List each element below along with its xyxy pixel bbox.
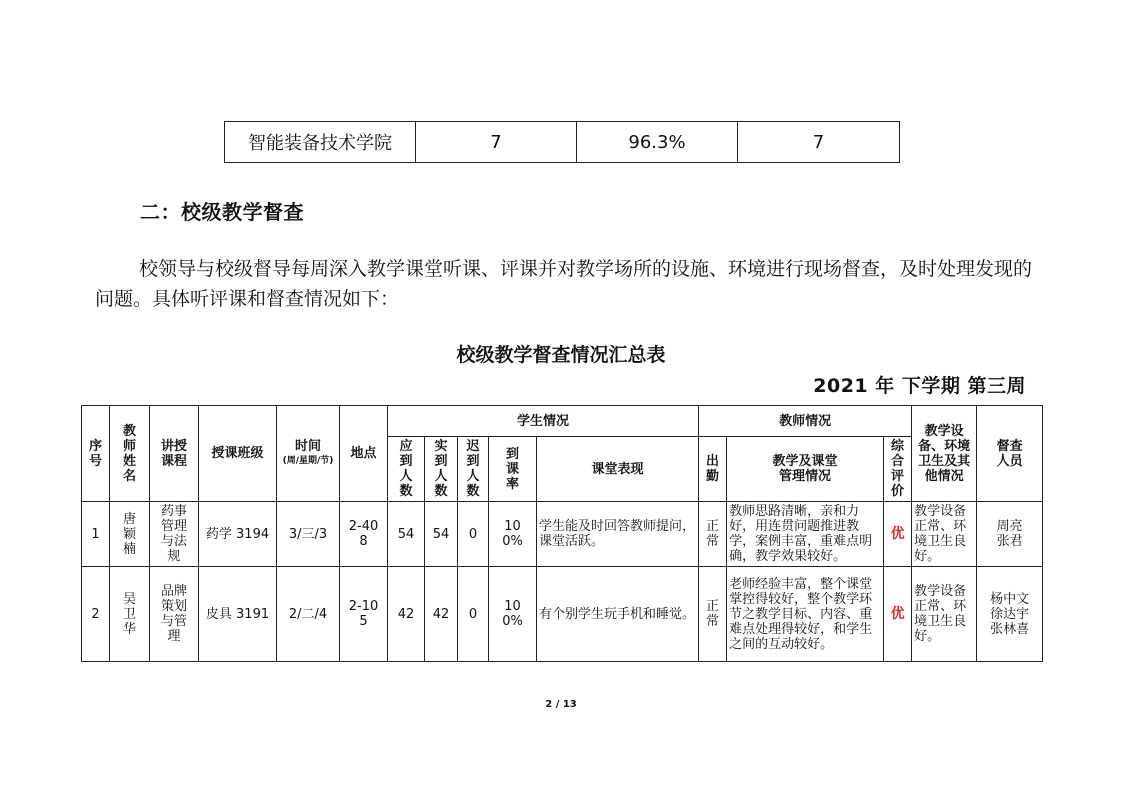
- header-course: 讲授课程: [160, 438, 187, 469]
- row-teacher: 唐颖楠: [122, 511, 136, 557]
- row-equipment: 教学设备正常、环境卫生良好。: [912, 567, 977, 662]
- row-attendance: 正常: [706, 519, 720, 549]
- row-expected: 54: [388, 502, 425, 567]
- row-rate: 100%: [502, 599, 523, 629]
- header-student-group: 学生情况: [388, 406, 699, 437]
- row-time: 2/二/4: [277, 567, 340, 662]
- header-rate: 到课率: [505, 446, 519, 492]
- row-teacher: 吴卫华: [122, 591, 136, 637]
- row-location: 2-105: [348, 599, 379, 629]
- row-management: 老师经验丰富，整个课堂掌控得较好，整个教学环节之教学目标、内容、重难点处理得较好，和学生之间的互动较好。: [727, 567, 884, 662]
- header-row-1: [82, 406, 1043, 437]
- row-expected: 42: [388, 567, 425, 662]
- header-time: 时间: [294, 439, 321, 454]
- row-time: 3/三/3: [277, 502, 340, 567]
- row-performance: 学生能及时回答教师提问，课堂活跃。: [537, 502, 699, 567]
- header-actual: 实到人数: [434, 439, 448, 499]
- table-title: 校级教学督查情况汇总表: [456, 344, 666, 366]
- row-seq: 2: [82, 567, 110, 662]
- header-attendance: 出勤: [706, 454, 720, 484]
- college-value-2: 7: [738, 122, 900, 163]
- table-row: [225, 122, 900, 163]
- header-expected: 应到人数: [399, 439, 413, 499]
- row-late: 0: [458, 567, 489, 662]
- header-late: 迟到人数: [466, 439, 480, 499]
- row-seq: 1: [82, 502, 110, 567]
- header-overall: 综合评价: [891, 439, 905, 499]
- college-summary-table: [224, 121, 900, 163]
- supervision-table: [81, 405, 1043, 662]
- header-management: 教学及课堂管理情况: [772, 454, 838, 484]
- college-rate: 96.3%: [577, 122, 738, 163]
- row-class: 皮具 3191: [199, 567, 277, 662]
- row-management: 教师思路清晰，亲和力好，用连贯问题推进教学，案例丰富，重难点明确，教学效果较好。: [727, 502, 884, 567]
- row-rate: 100%: [502, 519, 523, 549]
- row-supervisors: 周亮 张君: [996, 519, 1023, 549]
- row-late: 0: [458, 502, 489, 567]
- header-class: 授课班级: [199, 406, 277, 502]
- row-performance: 有个别学生玩手机和睡觉。: [537, 567, 699, 662]
- section-title: 二：校级教学督查: [140, 200, 304, 224]
- row-location: 2-408: [348, 519, 379, 549]
- row-class: 药学 3194: [199, 502, 277, 567]
- row-course: 品牌策划与管理: [160, 584, 187, 644]
- header-time-sub: (周/星期/节): [282, 456, 334, 466]
- header-supervisors: 督查人员: [996, 438, 1023, 469]
- header-seq: 序号: [88, 438, 102, 469]
- table-row: [82, 502, 1043, 567]
- table-row: [82, 567, 1043, 662]
- header-location: 地点: [340, 406, 388, 502]
- term-label: 2021 年 下学期 第三周: [813, 375, 1026, 397]
- header-equipment: 教学设备、环境卫生及其他情况: [918, 423, 971, 484]
- row-course: 药事管理与法规: [160, 504, 187, 564]
- header-performance: 课堂表现: [537, 437, 699, 502]
- row-overall: 优: [890, 605, 905, 622]
- row-overall: 优: [890, 525, 905, 542]
- college-name: 智能装备技术学院: [225, 122, 416, 163]
- row-actual: 42: [425, 567, 458, 662]
- page-number: 2 / 13: [545, 699, 577, 710]
- row-actual: 54: [425, 502, 458, 567]
- header-teacher-group: 教师情况: [699, 406, 912, 437]
- college-value-1: 7: [416, 122, 577, 163]
- intro-paragraph: 校领导与校级督导每周深入教学课堂听课、评课并对教学场所的设施、环境进行现场督查，及时处理发现的问题。具体听评课和督查情况如下：: [95, 258, 1033, 310]
- row-attendance: 正常: [706, 599, 720, 629]
- row-equipment: 教学设备正常、环境卫生良好。: [912, 502, 977, 567]
- row-supervisors: 杨中文 徐达宇 张林喜: [990, 591, 1030, 637]
- header-teacher: 教师姓名: [122, 423, 136, 484]
